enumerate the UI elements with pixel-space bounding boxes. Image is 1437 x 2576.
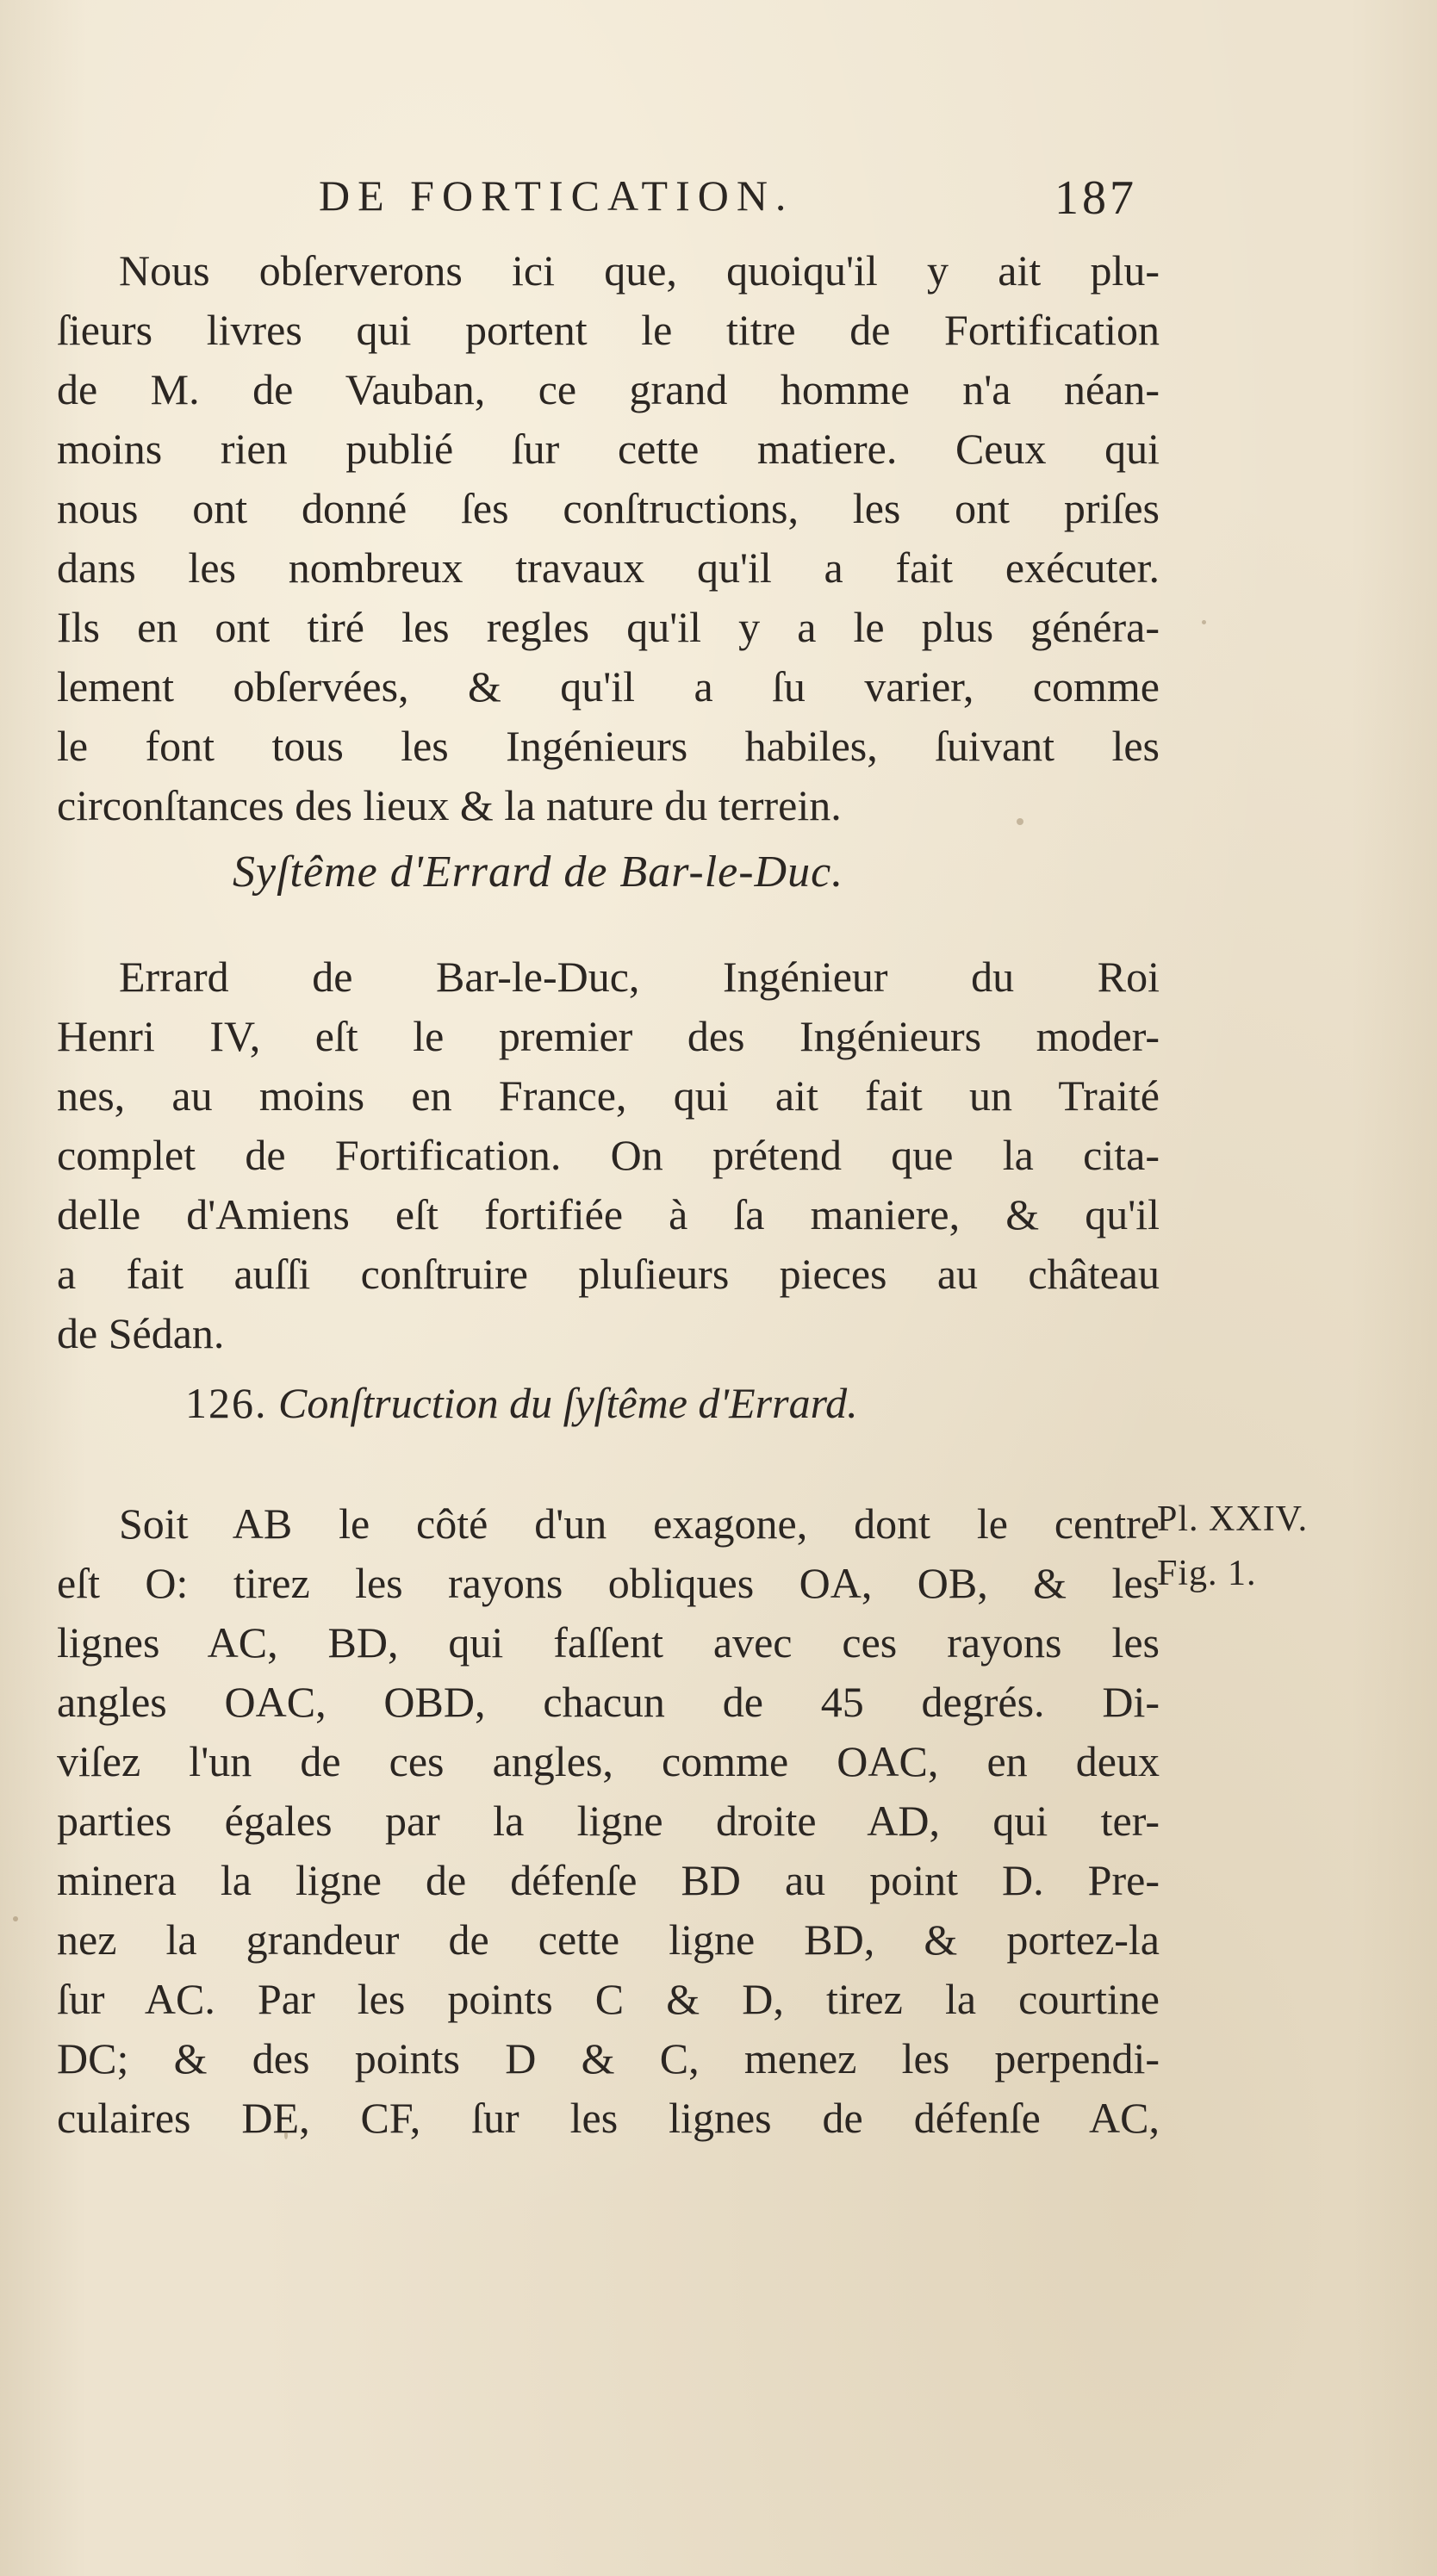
text-line: Soit AB le côté d'un exagone, dont le centre xyxy=(119,1499,1160,1548)
paper-spot xyxy=(1202,620,1206,624)
text-line: minera la ligne de défenſe BD au point D. Pre- xyxy=(57,1856,1160,1904)
text-line: eſt O: tirez les rayons obliques OA, OB, & les xyxy=(57,1559,1160,1607)
text-line: complet de Fortification. On prétend que la cita- xyxy=(57,1131,1160,1179)
text-line: le font tous les Ingénieurs habiles, ſuivant les xyxy=(57,722,1160,770)
paper-spot xyxy=(284,2132,288,2139)
text-line: angles OAC, OBD, chacun de 45 degrés. Di- xyxy=(57,1678,1160,1726)
margin-note-figure: Fig. 1. xyxy=(1157,1554,1257,1593)
text-line: parties égales par la ligne droite AD, qui ter- xyxy=(57,1797,1160,1845)
text-line: Ils en ont tiré les regles qu'il y a le plus généra- xyxy=(57,603,1160,651)
text-line: de Sédan. xyxy=(57,1309,225,1357)
article-number: 126. xyxy=(185,1379,268,1427)
article-heading xyxy=(185,1378,1047,1428)
paragraph-vauban xyxy=(57,241,1160,835)
page-header xyxy=(319,171,1137,231)
page-number: 187 xyxy=(1054,171,1137,225)
text-line: nez la grandeur de cette ligne BD, & portez-la xyxy=(57,1915,1160,1964)
text-line: nes, au moins en France, qui ait fait un Traité xyxy=(57,1071,1160,1120)
paper-spot xyxy=(1017,818,1023,825)
paragraph-construction xyxy=(57,1494,1160,2148)
text-line: lement obſervées, & qu'il a ſu varier, comme xyxy=(57,662,1160,711)
paper-spot xyxy=(13,1916,18,1921)
margin-note-plate: Pl. XXIV. xyxy=(1157,1499,1309,1539)
text-line: circonſtances des lieux & la nature du terrein. xyxy=(57,781,842,829)
text-line: nous ont donné ſes conſtructions, les ont priſes xyxy=(57,484,1160,532)
text-line: dans les nombreux travaux qu'il a fait exécuter. xyxy=(57,543,1160,592)
text-line: DC; & des points D & C, menez les perpendi- xyxy=(57,2034,1160,2083)
text-line: viſez l'un de ces angles, comme OAC, en deux xyxy=(57,1737,1160,1785)
text-line: Nous obſerverons ici que, quoiqu'il y ait plu- xyxy=(119,246,1160,295)
text-line: Henri IV, eſt le premier des Ingénieurs moder- xyxy=(57,1012,1160,1060)
article-title: Conſtruction du ſyſtême d'Errard. xyxy=(278,1379,858,1427)
text-line: lignes AC, BD, qui faſſent avec ces rayons les xyxy=(57,1618,1160,1667)
text-line: de M. de Vauban, ce grand homme n'a néan- xyxy=(57,365,1160,413)
text-line: ſur AC. Par les points C & D, tirez la courtine xyxy=(57,1975,1160,2023)
text-line: a fait auſſi conſtruire pluſieurs pieces au château xyxy=(57,1250,1160,1298)
paragraph-errard xyxy=(57,947,1160,1363)
running-title: DE FORTICATION. xyxy=(319,171,794,220)
section-heading: Syſtême d'Errard de Bar-le-Duc. xyxy=(233,847,844,897)
text-line: ſieurs livres qui portent le titre de Fortification xyxy=(57,306,1160,354)
text-line: Errard de Bar-le-Duc, Ingénieur du Roi xyxy=(119,953,1160,1001)
text-line: delle d'Amiens eſt fortifiée à ſa maniere, & qu'il xyxy=(57,1190,1160,1238)
text-line: culaires DE, CF, ſur les lignes de défenſe AC, xyxy=(57,2094,1160,2142)
text-line: moins rien publié ſur cette matiere. Ceux qui xyxy=(57,425,1160,473)
